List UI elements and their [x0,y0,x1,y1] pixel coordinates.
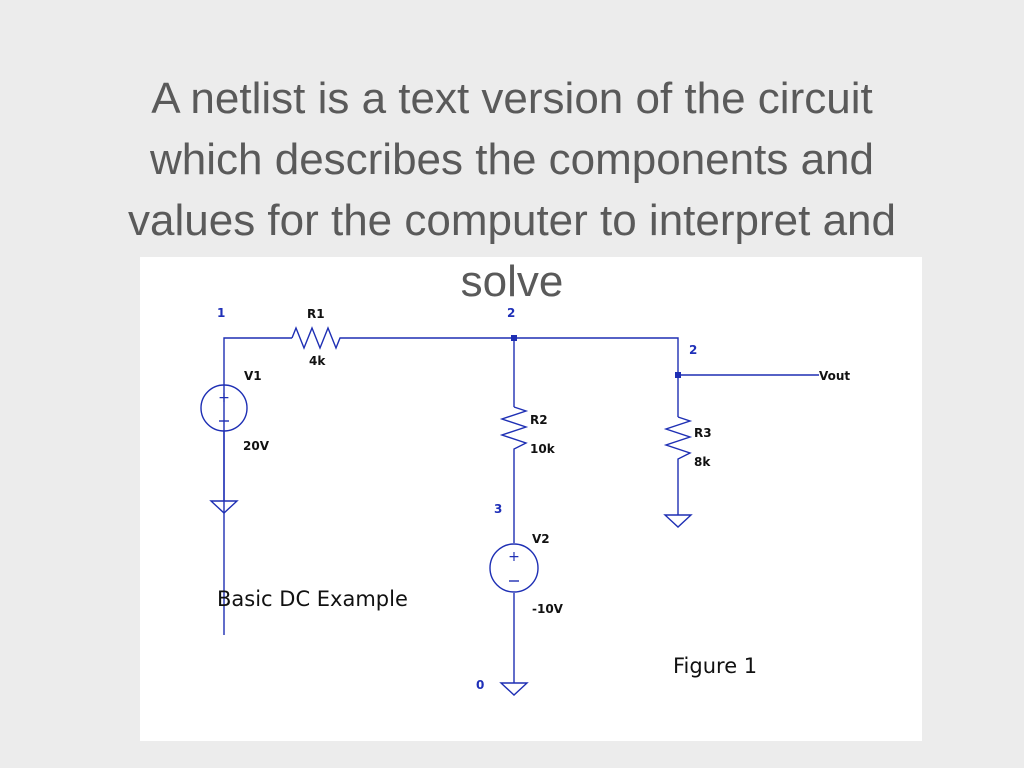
plus-sign-icon: + [218,390,230,406]
voltage-source-v2-symbol [490,544,538,592]
vout-label: Vout [819,369,851,383]
node-label-1: 1 [217,306,226,320]
ground-icon-v2 [501,683,527,695]
resistor-r3-symbol [666,417,690,464]
node-label-2-right: 2 [689,343,698,357]
resistor-r2-symbol [502,407,526,453]
title-line-3: values for the computer to interpret and [128,196,896,245]
r1-value: 4k [309,354,326,368]
caption-basic-dc-example: Basic DC Example [217,587,408,611]
v2-name: V2 [532,532,550,546]
figure-label: Figure 1 [673,654,758,678]
r3-value: 8k [694,455,711,469]
title-line-2: which describes the components and [150,135,874,184]
r2-value: 10k [530,442,555,456]
junction-dot-node2 [511,335,517,341]
resistor-r1-symbol [292,328,345,348]
title-line-1: A netlist is a text version of the circuit [151,74,873,123]
plus-sign-icon: + [508,549,520,565]
wires [224,338,819,683]
v1-value: 20V [243,439,269,453]
r3-name: R3 [694,426,712,440]
node-label-2-top: 2 [507,306,516,320]
r1-name: R1 [307,307,325,321]
circuit-figure [140,257,922,741]
ground-icon-r3 [665,515,691,527]
node-label-3: 3 [494,502,503,516]
slide-title [40,68,984,312]
v1-name: V1 [244,369,262,383]
node-label-0: 0 [476,678,485,692]
wire-r1-to-node2 [345,338,678,375]
junction-dot-vout [675,372,681,378]
v2-value: -10V [532,602,563,616]
r2-name: R2 [530,413,548,427]
circuit-schematic [140,257,922,741]
title-line-4: solve [460,257,564,306]
